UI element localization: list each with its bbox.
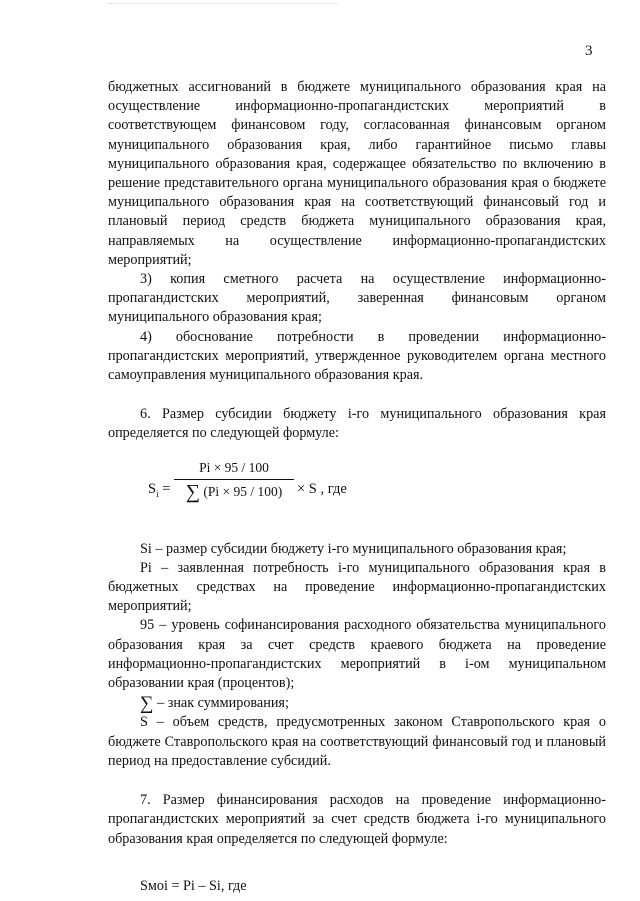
page-number: 3	[585, 43, 593, 59]
definition-si: Si – размер субсидии бюджету i-го муниципального образования края;	[140, 540, 567, 557]
formula-lhs: $S_i$ =	[148, 480, 171, 499]
sigma-icon: ∑	[185, 480, 200, 503]
paragraph-item-4: 4) обоснование потребности в проведении информационно-пропагандистских мероприятий, утвержденное руководителем органа местного самоуправления муниципального образования края.	[108, 328, 606, 384]
formula-fraction	[174, 458, 294, 502]
paragraph-section-7: 7. Размер финансирования расходов на проведение информационно-пропагандистских мероприятий за счет средств бюджета i-го муниципального образования края определяется по следующей формуле:	[108, 792, 606, 847]
definition-sigma: ∑ – знак суммирования;	[140, 693, 289, 715]
cofinancing-formula: Sмоi = Pi – Si, где	[140, 877, 247, 894]
formula-rhs: × S , где	[297, 480, 347, 497]
formula-numerator: Pi × 95 / 100	[174, 458, 294, 480]
document-body	[108, 78, 606, 896]
definition-pi: Pi – заявленная потребность i-го муниципального образования края в бюджетных средствах на проведение информационно-пропагандистских мероприятий;	[108, 559, 606, 615]
definition-95: 95 – уровень софинансирования расходного обязательства муниципального образования края за счет средств краевого бюджета на проведение информационно-пропагандистских мероприятий в i-ом муниципальном образовании края (процентов);	[108, 617, 606, 692]
paragraph-section-6: 6. Размер субсидии бюджету i-го муниципального образования края определяется по следующей формуле:	[108, 406, 606, 442]
formula-denominator: ∑ (Pi × 95 / 100)	[185, 480, 283, 503]
paragraph-item-3: 3) копия сметного расчета на осуществление информационно-пропагандистских мероприятий, заверенная финансовым органом муниципального образования края;	[108, 271, 606, 326]
paragraph-budget-allocations: бюджетных ассигнований в бюджете муниципального образования края на осуществление информационно-пропагандистских мероприятий в соответствующем финансовом году, согласованная финансовым органом муниципального образования края, либо гарантийное письмо главы муниципального образования края, содержащее обязательство по включению в решение представительного органа муниципального образования края о бюджете муниципального образования края на соответствующий финансовый год и плановый период средств бюджета муниципального образования края, направляемых на осуществление информационно-пропагандистских мероприятий;	[108, 79, 606, 268]
subsidy-formula	[108, 458, 606, 526]
sigma-icon: ∑	[140, 693, 154, 715]
top-scan-marks	[108, 3, 338, 5]
definition-s: S – объем средств, предусмотренных законом Ставропольского края о бюджете Ставропольского края на соответствующий финансовый год и плановый период на предоставление субсидий.	[108, 714, 606, 769]
